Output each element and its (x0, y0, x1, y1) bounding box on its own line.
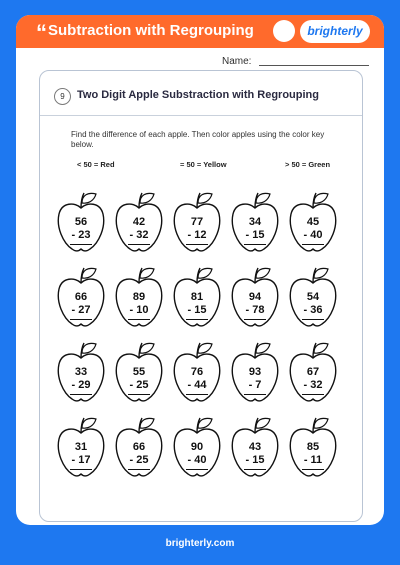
exercise-title: Two Digit Apple Substraction with Regrouping (77, 89, 319, 101)
answer-line (186, 244, 208, 245)
answer-line (302, 469, 324, 470)
subtrahend: - 11 (303, 454, 323, 466)
answer-line (128, 244, 150, 245)
minuend: 94 (248, 291, 262, 303)
answer-line (128, 394, 150, 395)
subtrahend: - 27 (71, 304, 91, 316)
apple-problem (170, 416, 224, 478)
answer-line (70, 319, 92, 320)
minuend: 90 (190, 441, 204, 453)
color-key-yellow: = 50 = Yellow (180, 160, 227, 169)
answer-line (302, 319, 324, 320)
subtrahend: - 40 (187, 454, 207, 466)
apple-problem (54, 341, 108, 403)
apple-problem (54, 266, 108, 328)
minuend: 43 (248, 441, 262, 453)
minuend: 42 (132, 216, 146, 228)
subtrahend: - 12 (187, 229, 207, 241)
subtrahend: - 32 (303, 379, 323, 391)
apple-problem (112, 341, 166, 403)
worksheet-header-title (36, 20, 254, 45)
apple-problem (54, 416, 108, 478)
minuend: 45 (306, 216, 320, 228)
subtrahend: - 15 (245, 229, 265, 241)
apple-problem (286, 191, 340, 253)
subtrahend: - 7 (248, 379, 262, 391)
subtrahend: - 10 (129, 304, 149, 316)
header-title-text: Subtraction with Regrouping (48, 22, 254, 39)
minuend: 54 (306, 291, 320, 303)
logo-text: brighterly (307, 24, 363, 38)
apple-problem (286, 416, 340, 478)
worksheet-page (16, 15, 384, 525)
subtrahend: - 29 (71, 379, 91, 391)
minuend: 34 (248, 216, 262, 228)
minuend: 85 (306, 441, 320, 453)
minuend: 33 (74, 366, 88, 378)
answer-line (186, 469, 208, 470)
minuend: 31 (74, 441, 88, 453)
apple-problem (286, 341, 340, 403)
subtrahend: - 23 (71, 229, 91, 241)
answer-line (244, 394, 266, 395)
answer-line (128, 469, 150, 470)
subtrahend: - 17 (71, 454, 91, 466)
answer-line (302, 394, 324, 395)
color-key-red: < 50 = Red (77, 160, 115, 169)
minuend: 76 (190, 366, 204, 378)
subtrahend: - 44 (187, 379, 207, 391)
subtrahend: - 15 (187, 304, 207, 316)
quote-icon: “ (36, 20, 47, 45)
brighterly-logo (300, 20, 370, 43)
apple-problem (228, 266, 282, 328)
subtrahend: - 32 (129, 229, 149, 241)
answer-line (128, 319, 150, 320)
minuend: 67 (306, 366, 320, 378)
minuend: 81 (190, 291, 204, 303)
exercise-number: 9 (54, 88, 71, 105)
subtrahend: - 40 (303, 229, 323, 241)
apple-problem (170, 266, 224, 328)
name-field-line (259, 65, 369, 66)
answer-line (186, 319, 208, 320)
exercise-box (39, 70, 363, 522)
apple-problem (112, 191, 166, 253)
title-divider (40, 115, 362, 116)
minuend: 66 (132, 441, 146, 453)
header-circle-icon (273, 20, 295, 42)
answer-line (186, 394, 208, 395)
subtrahend: - 36 (303, 304, 323, 316)
subtrahend: - 25 (129, 379, 149, 391)
minuend: 55 (132, 366, 146, 378)
answer-line (244, 244, 266, 245)
minuend: 93 (248, 366, 262, 378)
answer-line (244, 319, 266, 320)
apple-problem (112, 266, 166, 328)
answer-line (70, 244, 92, 245)
color-key-green: > 50 = Green (285, 160, 331, 169)
minuend: 77 (190, 216, 204, 228)
apple-problem (112, 416, 166, 478)
subtrahend: - 25 (129, 454, 149, 466)
minuend: 89 (132, 291, 146, 303)
answer-line (70, 394, 92, 395)
subtrahend: - 78 (245, 304, 265, 316)
apple-problem (54, 191, 108, 253)
apple-problem (170, 191, 224, 253)
apple-problem (286, 266, 340, 328)
answer-line (70, 469, 92, 470)
apple-problem (228, 416, 282, 478)
subtrahend: - 15 (245, 454, 265, 466)
apple-problem (228, 191, 282, 253)
name-label: Name: (222, 56, 252, 67)
answer-line (302, 244, 324, 245)
minuend: 66 (74, 291, 88, 303)
instructions: Find the difference of each apple. Then color apples using the color key below. (71, 130, 325, 149)
footer-url: brighterly.com (165, 538, 235, 549)
header-bar (16, 15, 384, 48)
minuend: 56 (74, 216, 88, 228)
answer-line (244, 469, 266, 470)
apple-problem (228, 341, 282, 403)
apple-problem (170, 341, 224, 403)
